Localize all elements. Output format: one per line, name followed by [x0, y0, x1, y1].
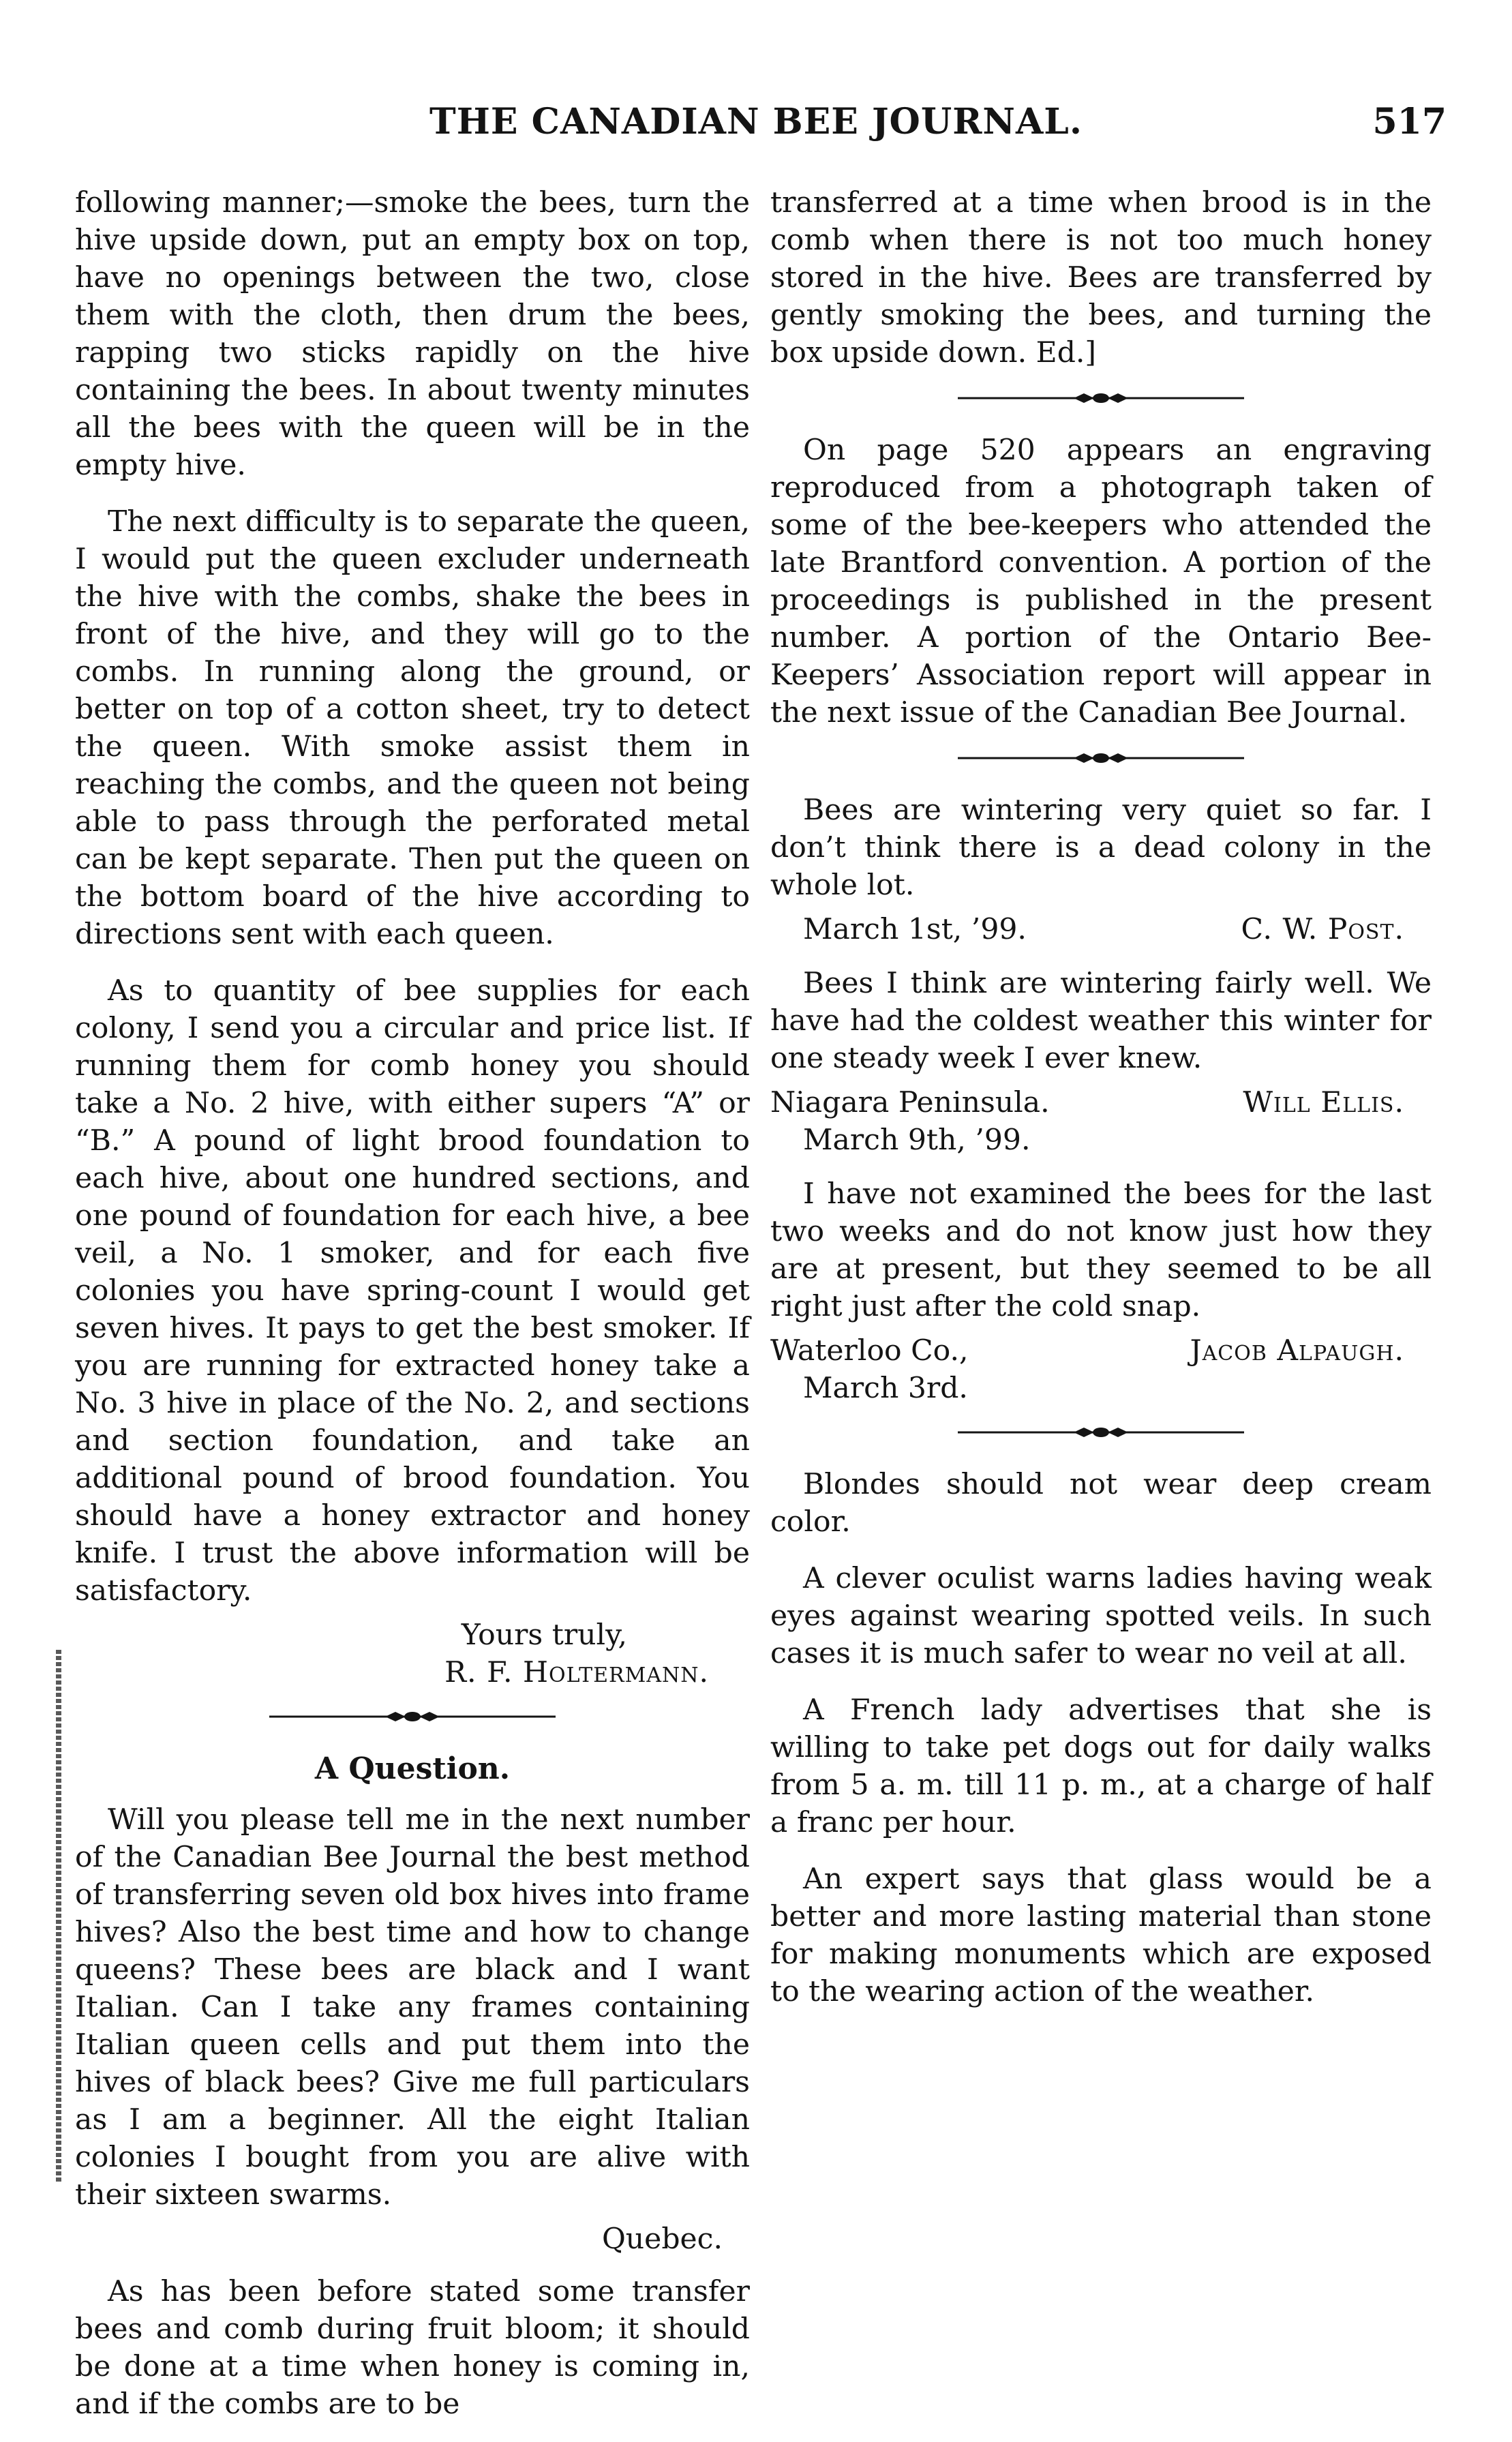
answer-continued-paragraph: transferred at a time when brood is in the comb when there is not too much honey stored in the hive. Bees are transferred by gently smoking the bees, and turning the box upside down. Ed.] [770, 186, 1432, 370]
journal-title: THE CANADIAN BEE JOURNAL. [429, 101, 1083, 142]
queen-separation-paragraph: The next difficulty is to separate the queen, I would put the queen excluder underneath the hive with the combs, shake the bees in front of the hive, and they will go to the combs. In running along the ground, or better on top of a cotton sheet, try to detect the queen. With smoke assist them in reaching the combs, and the queen not being able to pass through the perforated metal can be kept separate. Then put the queen on the bottom board of the hive according to directions sent with each queen. [75, 505, 750, 951]
signature-name: R. F. Holtermann. [444, 1656, 709, 1689]
right-column [770, 184, 1432, 2030]
divider-ornament-3 [958, 1425, 1244, 1440]
misc-item-2: A clever oculist warns ladies having weak eyes against wearing spotted veils. In such cases it is much safer to wear no veil at all. [770, 1562, 1432, 1670]
misc-item-3: A French lady advertises that she is willing to take pet dogs out for daily walks from 5 a. m. till 11 p. m., at a charge of half a franc per hour. [770, 1693, 1432, 1839]
letter-signature-block [75, 1616, 709, 1691]
page-number: 517 [1372, 101, 1447, 142]
left-column [75, 184, 750, 2442]
section-divider-ornament [269, 1709, 556, 1724]
question-paragraph: Will you please tell me in the next number of the Canadian Bee Journal the best method of transferring seven old box hives into frame hives? Also the best time and how to change queens? These bees are black and I want Italian. Can I take any frames containing Italian queen cells and put them into the hives of black bees? Give me full particulars as I am a beginner. All the eight Italian colonies I bought from you are alive with their sixteen swarms. [75, 1803, 750, 2212]
question-heading: A Question. [314, 1751, 511, 1786]
page-header [0, 101, 1512, 149]
misc-item-1: Blondes should not wear deep cream color. [770, 1468, 1432, 1539]
intro-paragraph: following manner;—smoke the bees, turn the hive upside down, put an empty box on top, have no openings between the two, close them with the cloth, then drum the bees, rapping two sticks rapidly on the hive containing the bees. In about twenty minutes all the bees with the queen will be in the empty hive. [75, 186, 750, 482]
answer-paragraph: As has been before stated some transfer bees and comb during fruit bloom; it should be done at a time when honey is coming in, and if the combs are to be [75, 2275, 750, 2421]
closing-line: Yours truly, [461, 1618, 627, 1652]
report-1-text: Bees are wintering very quiet so far. I don’t think there is a dead colony in the whole lot. [770, 794, 1432, 902]
report-3-name: Jacob Alpaugh. [1190, 1334, 1404, 1368]
report-3-signature [770, 1332, 1432, 1370]
divider-ornament-1 [958, 391, 1244, 406]
report-1-signature [770, 911, 1432, 948]
report-2-date: March 9th, ’99. [803, 1124, 1031, 1157]
report-2-place: Niagara Peninsula. [770, 1086, 1050, 1119]
report-2-signature [770, 1084, 1432, 1121]
binding-edge-mark [56, 1650, 61, 2182]
misc-item-4: An expert says that glass would be a better and more lasting material than stone for making monuments which are exposed to the wearing action of the weather. [770, 1863, 1432, 2008]
question-place: Quebec. [601, 2222, 723, 2256]
report-3-text: I have not examined the bees for the last two weeks and do not know just how they are at present, but they seemed to be all right just after the cold snap. [770, 1177, 1432, 1323]
engraving-note-paragraph: On page 520 appears an engraving reproduced from a photograph taken of some of the bee-keepers who attended the late Brantford convention. A portion of the proceedings is published in the present number. A portion of the Ontario Bee-Keepers’ Association report will appear in the next issue of the Canadian Bee Journal. [770, 434, 1432, 729]
report-1-name: C. W. Post. [1241, 913, 1404, 946]
report-3-place: Waterloo Co., [770, 1334, 969, 1368]
report-1-date: March 1st, ’99. [803, 913, 1027, 946]
report-2-text: Bees I think are wintering fairly well. We have had the coldest weather this winter for one steady week I ever knew. [770, 967, 1432, 1075]
supplies-paragraph: As to quantity of bee supplies for each colony, I send you a circular and price list. If running them for comb honey you should take a No. 2 hive, with either supers “A” or “B.” A pound of light brood foundation to each hive, about one hundred sections, and one pound of foundation for each hive, a bee veil, a No. 1 smoker, and for each five colonies you have spring-count I would get seven hives. It pays to get the best smoker. If you are running for extracted honey take a No. 3 hive in place of the No. 2, and sections and section foundation, and take an additional pound of brood foundation. You should have a honey extractor and honey knife. I trust the above information will be satisfactory. [75, 974, 750, 1608]
report-2-name: Will Ellis. [1243, 1086, 1404, 1119]
report-3-date: March 3rd. [803, 1372, 968, 1405]
divider-ornament-2 [958, 751, 1244, 766]
